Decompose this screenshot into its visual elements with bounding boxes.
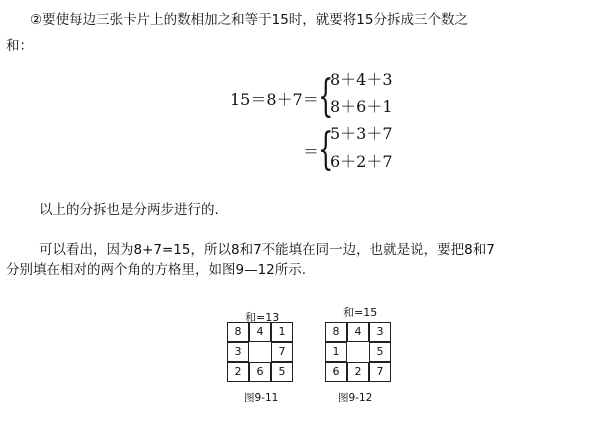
- paragraph-1-line-2: 和：: [6, 38, 33, 54]
- paragraph-2: 以上的分拆也是分两步进行的.: [39, 202, 219, 218]
- grid-cell: 7: [369, 362, 391, 382]
- case-1-top: 8＋4＋3: [330, 70, 393, 89]
- grid-cell: 8: [325, 322, 347, 342]
- grid-cell: 2: [347, 362, 369, 382]
- grid-cell-center: [347, 342, 369, 362]
- grid-cell: 8: [227, 322, 249, 342]
- grid-cell: 5: [271, 362, 293, 382]
- paragraph-3-line-2: 分别填在相对的两个角的方格里，如图9—12所示.: [6, 262, 307, 278]
- figure-title: 和=13: [245, 311, 280, 324]
- case-1-bottom: 8＋6＋1: [330, 97, 393, 116]
- grid-cell: 6: [249, 362, 271, 382]
- grid-cell: 1: [271, 322, 293, 342]
- case-2-bottom: 6＋2＋7: [330, 152, 393, 171]
- grid-cell: 3: [227, 342, 249, 362]
- paragraph-1-line-1: ②要使每边三张卡片上的数相加之和等于15时，就要将15分拆成三个数之: [30, 12, 468, 28]
- grid-cell: 2: [227, 362, 249, 382]
- figure-caption: 图9-11: [244, 392, 279, 404]
- grid-cell-center: [249, 342, 271, 362]
- grid-cell: 7: [271, 342, 293, 362]
- grid-cell: 6: [325, 362, 347, 382]
- grid-cell: 3: [369, 322, 391, 342]
- figure-caption: 图9-12: [338, 392, 373, 404]
- figure-title: 和=15: [343, 306, 378, 319]
- equation-equals: ＝: [303, 142, 320, 161]
- grid-cell: 5: [369, 342, 391, 362]
- equation-lhs: 15＝8＋7＝: [230, 90, 319, 109]
- number-grid: [227, 322, 293, 382]
- grid-cell: 1: [325, 342, 347, 362]
- case-2-top: 5＋3＋7: [330, 124, 393, 143]
- left-brace-icon: {: [318, 71, 334, 122]
- grid-cell: 4: [347, 322, 369, 342]
- number-grid: [325, 322, 391, 382]
- paragraph-3-line-1: 可以看出，因为8+7=15，所以8和7不能填在同一边，也就是说，要把8和7: [39, 242, 495, 258]
- left-brace-icon-2: {: [318, 124, 334, 175]
- grid-cell: 4: [249, 322, 271, 342]
